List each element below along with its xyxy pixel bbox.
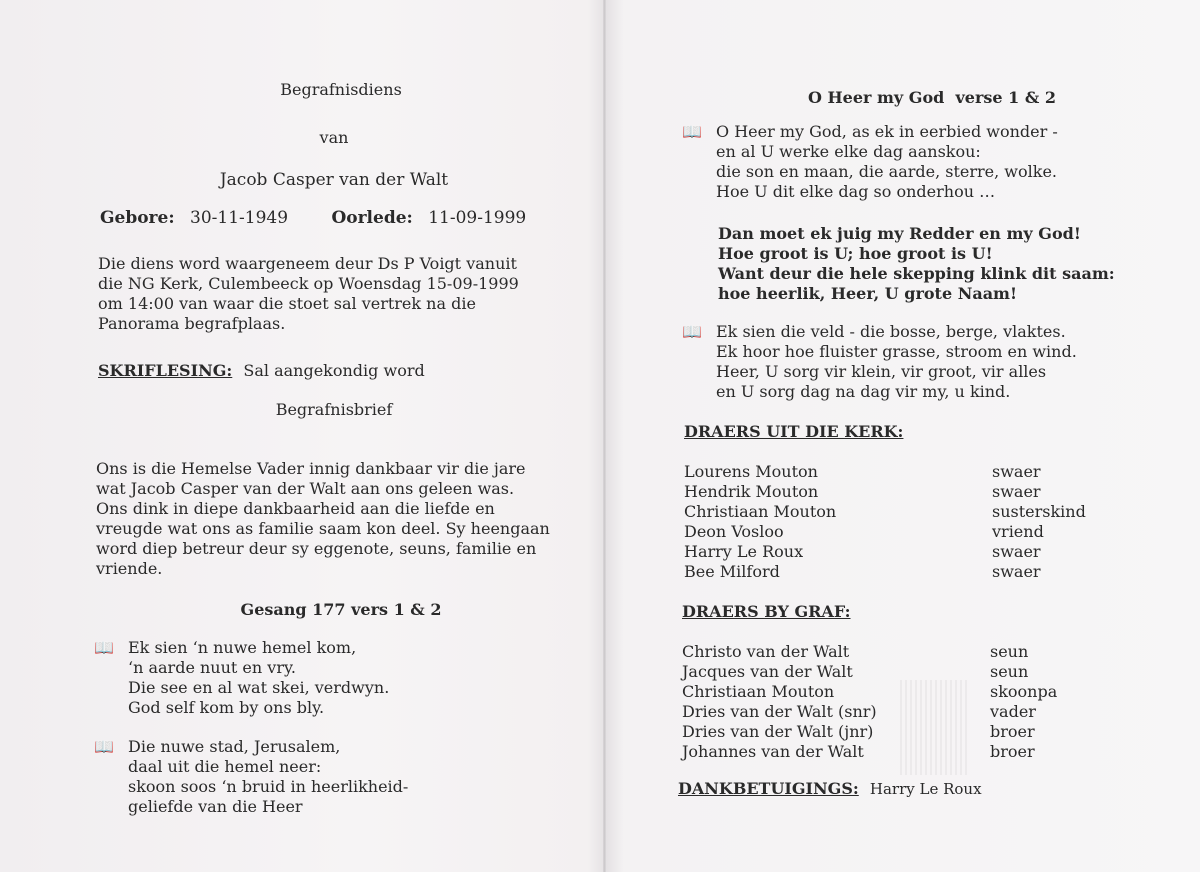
verse-line: Ek sien die veld - die bosse, berge, vlaktes. — [716, 322, 1066, 341]
born-date: 30-11-1949 — [190, 208, 289, 228]
bearer-relation: vader — [990, 702, 1036, 721]
church-bearers-title: DRAERS UIT DIE KERK: — [684, 422, 904, 441]
bearer-relation: broer — [990, 742, 1035, 761]
died-date: 11-09-1999 — [428, 208, 527, 228]
hymn-verse-2 — [94, 737, 588, 817]
list-item — [682, 642, 1142, 662]
list-item — [684, 522, 1144, 542]
bearer-name: Hendrik Mouton — [684, 482, 819, 501]
bearer-name: Johannes van der Walt — [682, 742, 864, 761]
verse-line: Ek sien ‘n nuwe hemel kom, — [128, 638, 357, 657]
letter-line: Ons is die Hemelse Vader innig dankbaar vir die jare — [96, 459, 526, 478]
deceased-name: Jacob Casper van der Walt — [219, 170, 449, 190]
verse-line: Ek hoor hoe fluister grasse, stroom en wind. — [716, 342, 1077, 361]
bearer-relation: seun — [990, 662, 1029, 681]
service-line: Panorama begrafplaas. — [98, 314, 286, 333]
list-item — [682, 702, 1142, 722]
verse-line: Die nuwe stad, Jerusalem, — [128, 737, 341, 756]
reading-label: SKRIFLESING: — [98, 361, 233, 380]
list-item — [684, 462, 1144, 482]
chorus-line: Dan moet ek juig my Redder en my God! — [718, 224, 1081, 243]
service-line: Die diens word waargeneem deur Ds P Voigt vanuit — [98, 254, 517, 273]
service-heading: Begrafnisdiens — [280, 80, 402, 99]
book-icon: 📖 — [94, 638, 114, 657]
bearer-relation: swaer — [992, 562, 1041, 581]
bearer-relation: swaer — [992, 482, 1041, 501]
chorus-line: hoe heerlik, Heer, U grote Naam! — [718, 284, 1018, 303]
list-item — [682, 742, 1142, 762]
bearer-relation: vriend — [992, 522, 1044, 541]
thanks-name: Harry Le Roux — [869, 780, 982, 798]
hymn-verse-1 — [94, 638, 588, 718]
list-item — [684, 502, 1144, 522]
bearer-name: Jacques van der Walt — [682, 662, 853, 681]
service-line: die NG Kerk, Culembeeck op Woensdag 15-09-1999 — [98, 274, 519, 293]
chorus-line: Hoe groot is U; hoe groot is U! — [718, 244, 993, 263]
bearer-name: Bee Milford — [684, 562, 780, 581]
hymn-verse-2 — [682, 322, 1176, 402]
born-label: Gebore: — [100, 208, 175, 228]
list-item — [684, 562, 1144, 582]
verse-line: skoon soos ‘n bruid in heerlikheid- — [128, 777, 409, 796]
verse-line: O Heer my God, as ek in eerbied wonder - — [716, 122, 1058, 141]
list-item — [684, 482, 1144, 502]
bearer-relation: swaer — [992, 462, 1041, 481]
chorus-line: Want deur die hele skepping klink dit saam: — [718, 264, 1115, 283]
thanks-line — [678, 779, 982, 799]
bearer-name: Christo van der Walt — [682, 642, 850, 661]
letter-line: vriende. — [96, 559, 163, 578]
dates-line — [100, 208, 580, 228]
bearer-relation: broer — [990, 722, 1035, 741]
bearer-name: Harry Le Roux — [684, 542, 804, 561]
hymn-title: Gesang 177 vers 1 & 2 — [240, 600, 442, 619]
church-bearers-list — [684, 462, 1144, 582]
list-item — [682, 722, 1142, 742]
list-item — [682, 662, 1142, 682]
letter-line: Ons dink in diepe dankbaarheid aan die liefde en — [96, 499, 495, 518]
verse-line: ‘n aarde nuut en vry. — [128, 658, 296, 677]
letter-line: vreugde wat ons as familie saam kon deel. Sy heengaan — [96, 519, 550, 538]
thanks-label: DANKBETUIGINGS: — [678, 779, 859, 798]
bearer-name: Deon Vosloo — [684, 522, 784, 541]
verse-line: geliefde van die Heer — [128, 797, 303, 816]
grave-bearers-title: DRAERS BY GRAF: — [682, 602, 851, 621]
letter-line: wat Jacob Casper van der Walt aan ons geleen was. — [96, 479, 515, 498]
service-details — [98, 254, 578, 334]
verse-line: God self kom by ons bly. — [128, 698, 325, 717]
page-fold — [603, 0, 606, 872]
verse-line: die son en maan, die aarde, sterre, wolke. — [716, 162, 1057, 181]
bearer-relation: susterskind — [992, 502, 1086, 521]
verse-line: Die see en al wat skei, verdwyn. — [128, 678, 390, 697]
hymn-chorus — [718, 224, 1158, 304]
bearer-relation: swaer — [992, 542, 1041, 561]
reading-line — [98, 361, 425, 381]
verse-line: en U sorg dag na dag vir my, u kind. — [716, 382, 1011, 401]
bearer-name: Christiaan Mouton — [684, 502, 837, 521]
hymn-title: O Heer my God verse 1 & 2 — [808, 88, 1056, 107]
bearer-name: Dries van der Walt (snr) — [682, 702, 877, 721]
book-icon: 📖 — [682, 322, 702, 341]
book-icon: 📖 — [94, 737, 114, 756]
grave-bearers-list — [682, 642, 1142, 762]
bearer-name: Dries van der Walt (jnr) — [682, 722, 874, 741]
letter-body — [96, 459, 586, 579]
list-item — [684, 542, 1144, 562]
bearer-name: Lourens Mouton — [684, 462, 818, 481]
letter-line: word diep betreur deur sy eggenote, seuns, familie en — [96, 539, 537, 558]
verse-line: Hoe U dit elke dag so onderhou … — [716, 182, 996, 201]
bearer-relation: seun — [990, 642, 1029, 661]
verse-line: daal uit die hemel neer: — [128, 757, 322, 776]
bearer-relation: skoonpa — [990, 682, 1058, 701]
hymn-verse-1 — [682, 122, 1176, 202]
bearer-name: Christiaan Mouton — [682, 682, 835, 701]
verse-line: Heer, U sorg vir klein, vir groot, vir alles — [716, 362, 1047, 381]
service-line: om 14:00 van waar die stoet sal vertrek na die — [98, 294, 476, 313]
book-icon: 📖 — [682, 122, 702, 141]
reading-text: Sal aangekondig word — [243, 361, 425, 380]
letter-title: Begrafnisbrief — [275, 400, 393, 419]
died-label: Oorlede: — [331, 208, 413, 228]
verse-line: en al U werke elke dag aanskou: — [716, 142, 981, 161]
list-item — [682, 682, 1142, 702]
van-text: van — [319, 128, 349, 147]
